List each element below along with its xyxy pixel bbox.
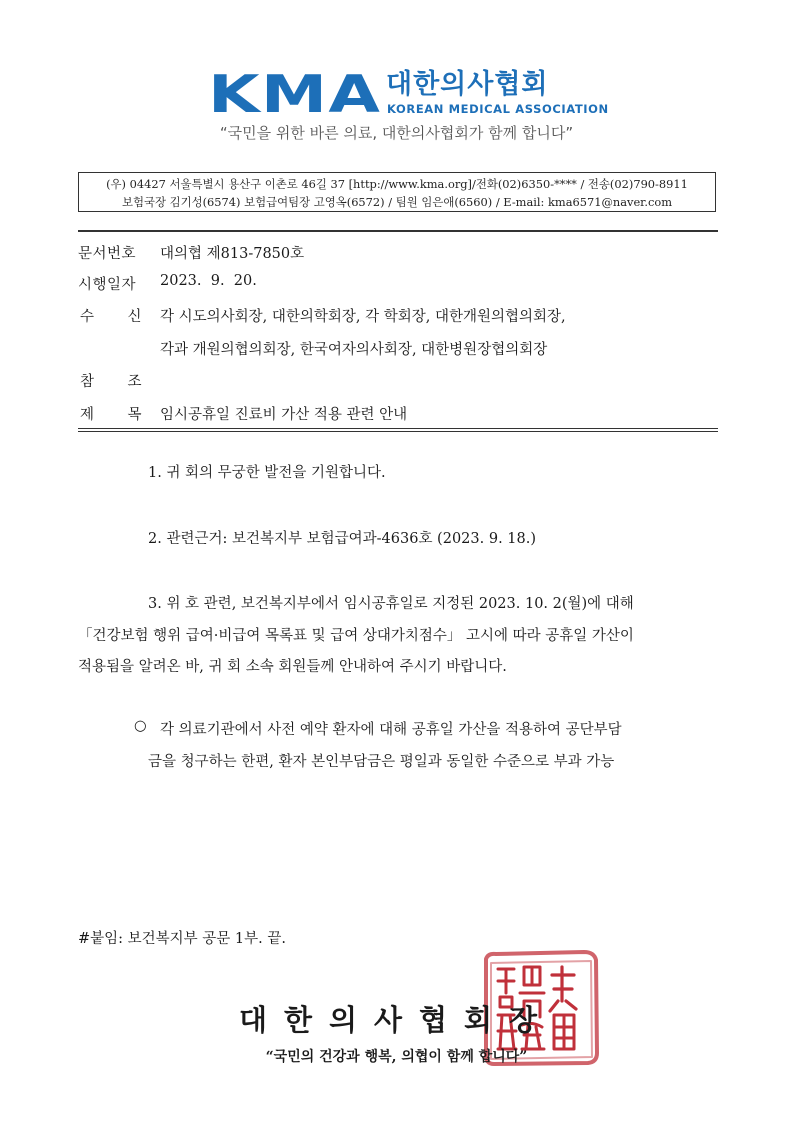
recipient-label — [80, 305, 142, 326]
paragraph-3-line-3: 적용됨을 알려온 바, 귀 회 소속 회원들께 안내하여 주시기 바랍니다. — [78, 659, 507, 675]
paragraph-3-line-2: 「건강보험 행위 급여·비급여 목록표 및 급여 상대가치점수」 고시에 따라 공휴일 가산이 — [78, 628, 634, 644]
letterhead-slogan: “국민을 위한 바른 의료, 대한의사협회가 함께 합니다” — [219, 124, 574, 142]
subject-label — [80, 403, 142, 424]
footer-slogan: “국민의 건강과 행복, 의협이 함께 합니다” — [265, 1049, 528, 1065]
effective-date: 2023. 9. 20. — [160, 273, 257, 289]
address-line: (우) 04427 서울특별시 용산구 이촌로 46길 37 [http://www.kma.org]/전화(02)6350-**** / 전송(02)790-8911 — [106, 177, 688, 191]
subject-label-char-1: 제 — [80, 407, 95, 423]
bullet-circle: ○ — [134, 718, 147, 734]
kma-logo-english: KOREAN MEDICAL ASSOCIATION — [387, 102, 609, 116]
recipient-label-char-1: 수 — [80, 309, 95, 325]
recipient-line-1: 각 시도의사회장, 대한의학회장, 각 학회장, 대한개원의협의회장, — [160, 309, 566, 325]
recipient-line-2: 각과 개원의협의회장, 한국여자의사회장, 대한병원장협의회장 — [160, 342, 548, 358]
subject-text: 임시공휴일 진료비 가산 적용 관련 안내 — [160, 407, 408, 423]
attachment-note: #붙임: 보건복지부 공문 1부. 끝. — [78, 931, 286, 947]
header-bottom-rule-1 — [78, 428, 718, 429]
paragraph-3-line-1: 3. 위 호 관련, 보건복지부에서 임시공휴일로 지정된 2023. 10. 2(월)에 대해 — [148, 596, 634, 612]
date-label: 시행일자 — [78, 277, 137, 293]
recipient-label-char-2: 신 — [127, 309, 142, 325]
paragraph-2: 2. 관련근거: 보건복지부 보험급여과-4636호 (2023. 9. 18.) — [148, 531, 536, 547]
header-bottom-rule-2 — [78, 431, 718, 432]
paragraph-1: 1. 귀 회의 무궁한 발전을 기원합니다. — [148, 465, 386, 481]
reference-label-char-1: 참 — [80, 374, 95, 390]
contact-line: 보험국장 김기성(6574) 보험급여팀장 고영옥(6572) / 팀원 임은애(6560) / E-mail: kma6571@naver.com — [121, 195, 673, 209]
doc-number-label: 문서번호 — [78, 246, 137, 262]
bullet-line-2: 금을 청구하는 한편, 환자 본인부담금은 평일과 동일한 수준으로 부과 가능 — [148, 754, 615, 770]
header-top-rule — [78, 230, 718, 232]
issuer-name: 대한의사협회장 — [238, 1003, 555, 1037]
bullet-line-1: 각 의료기관에서 사전 예약 환자에 대해 공휴일 가산을 적용하여 공단부담 — [160, 722, 622, 738]
doc-number: 대의협 제813-7850호 — [160, 246, 305, 262]
reference-label-char-2: 조 — [127, 374, 142, 390]
subject-label-char-2: 목 — [127, 407, 142, 423]
kma-logo-mark: KMA — [208, 65, 382, 125]
kma-logo-korean: 대한의사협회 — [386, 69, 549, 100]
reference-label — [80, 370, 142, 391]
